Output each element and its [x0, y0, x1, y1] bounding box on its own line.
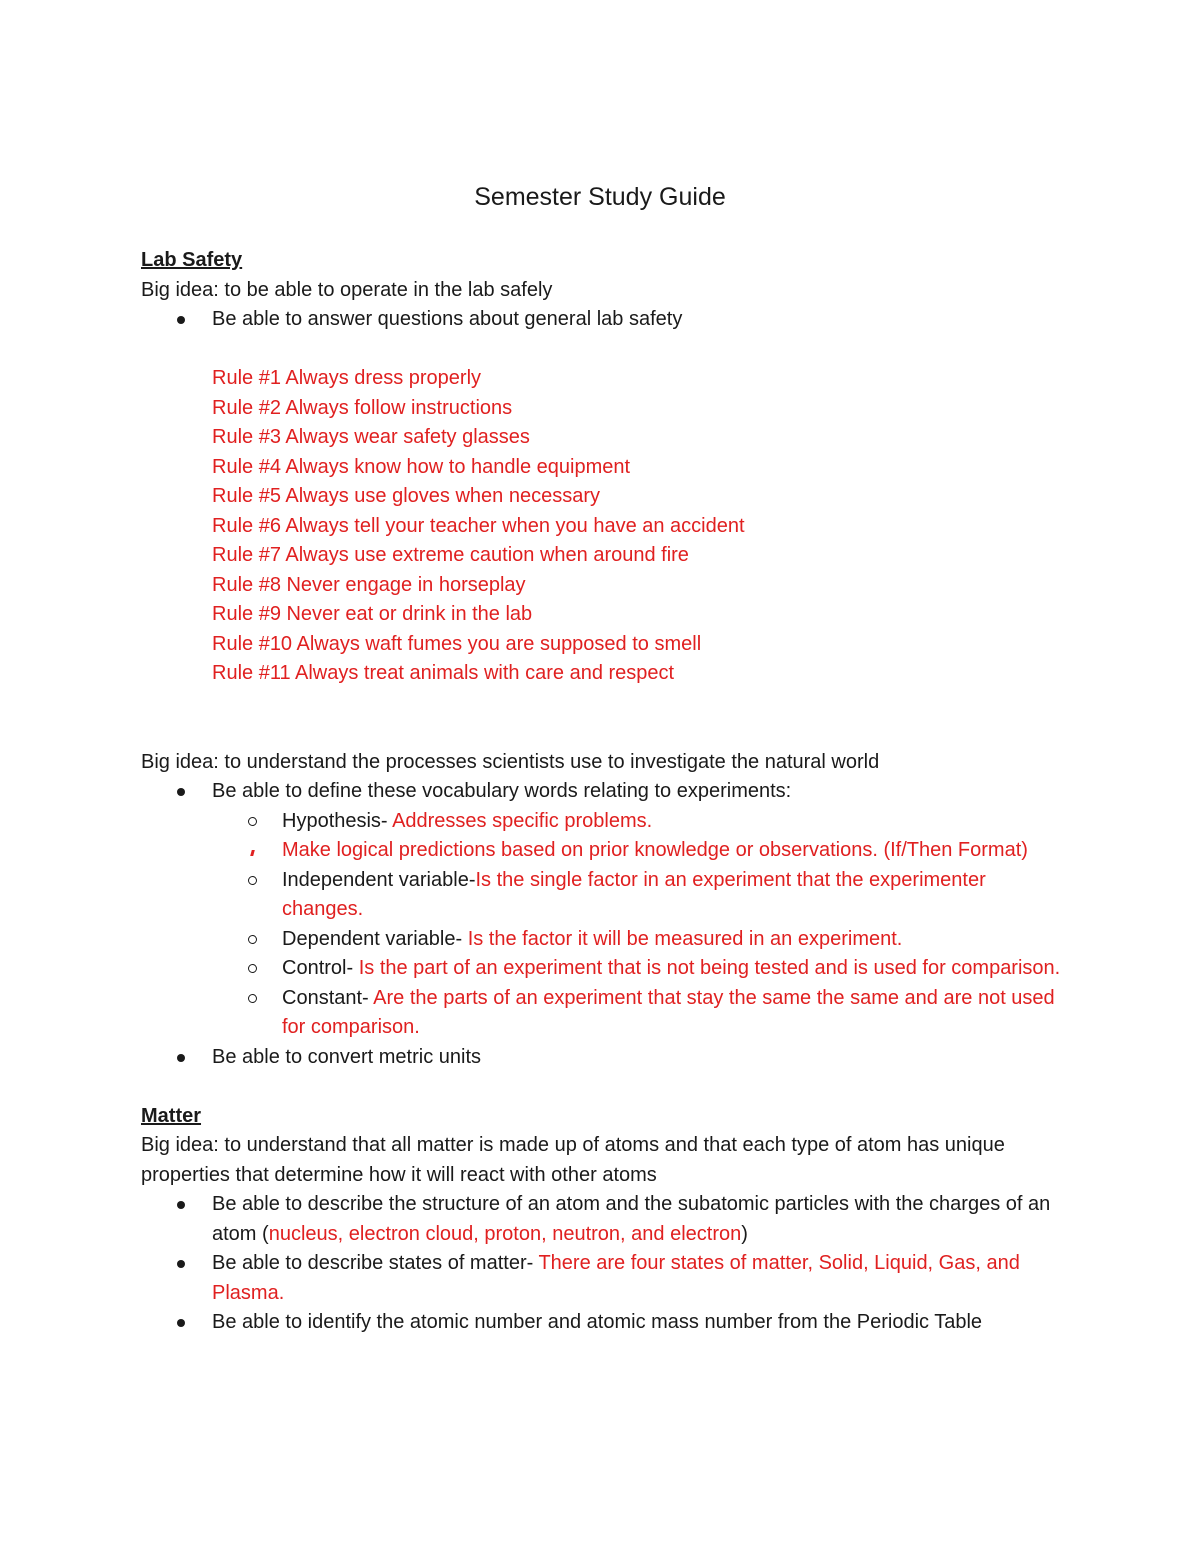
vocab-definition: Is the part of an experiment that is not being tested and is used for comparison.	[358, 957, 1061, 979]
matter-bullets	[141, 1190, 1061, 1338]
vocab-term: Hypothesis-	[282, 809, 393, 832]
bullet-general-lab-safety: Be able to answer questions about general lab safety	[212, 305, 1061, 335]
rule-item: Rule #1 Always dress properly	[212, 367, 482, 389]
vocabulary-list	[212, 807, 1061, 1043]
vocab-definition: Addresses specific problems.	[392, 809, 653, 832]
bullet-answer: nucleus, electron cloud, proton, neutron, and electron	[268, 1222, 742, 1245]
vocab-definition: Make logical predictions based on prior knowledge or observations. (If/Then Format)	[282, 839, 1028, 861]
rule-item: Rule #9 Never eat or drink in the lab	[212, 603, 533, 625]
vocab-definition: Is the single factor in an experiment that the experimenter changes.	[282, 868, 986, 920]
vocab-term: Constant-	[282, 986, 374, 1009]
rule-item: Rule #6 Always tell your teacher when you have an accident	[212, 514, 745, 537]
paren-open: (	[262, 1222, 269, 1245]
vocab-item-dependent-variable	[282, 925, 1061, 955]
rule-item: Rule #2 Always follow instructions	[212, 396, 513, 419]
vocab-term: Dependent variable-	[282, 927, 468, 950]
rule-item: Rule #5 Always use gloves when necessary	[212, 485, 600, 507]
vocab-item-independent-variable	[282, 866, 1061, 925]
vocab-item-hypothesis	[282, 807, 1061, 837]
bullet-vocabulary	[212, 777, 1061, 1043]
vocab-term: Independent variable-	[282, 868, 476, 891]
rule-item: Rule #4 Always know how to handle equipment	[212, 455, 631, 478]
document-body	[141, 246, 1061, 1338]
rule-item: Rule #7 Always use extreme caution when around fire	[212, 544, 689, 566]
process-bullets	[141, 777, 1061, 1072]
vocab-item-constant	[282, 984, 1061, 1043]
big-idea-matter: Big idea: to understand that all matter is made up of atoms and that each type of atom has unique properties that determine how it will react with other atoms	[141, 1134, 1005, 1186]
section-heading-lab-safety: Lab Safety	[141, 249, 243, 271]
paren-close: )	[741, 1222, 748, 1245]
section-heading-matter: Matter	[141, 1104, 202, 1127]
bullet-vocabulary-text: Be able to define these vocabulary words relating to experiments:	[212, 780, 792, 802]
bullet-states-of-matter	[212, 1249, 1061, 1308]
lab-safety-rules-list	[141, 364, 1061, 689]
bullet-text: Be able to describe states of matter-	[212, 1252, 539, 1274]
lab-safety-bullets	[141, 305, 1061, 335]
bullet-periodic-table	[212, 1308, 1061, 1338]
vocab-definition: Is the factor it will be measured in an experiment.	[467, 927, 903, 950]
rule-item: Rule #3 Always wear safety glasses	[212, 426, 530, 448]
vocab-term: Control-	[282, 957, 359, 979]
page-title: Semester Study Guide	[474, 183, 726, 211]
vocab-item-control	[282, 954, 1061, 984]
bullet-answer: There are four states of matter, Solid, Liquid, Gas, and Plasma.	[212, 1252, 1020, 1304]
bullet-atom-structure	[212, 1190, 1061, 1249]
rule-item: Rule #10 Always waft fumes you are supposed to smell	[212, 632, 702, 655]
vocab-definition: Are the parts of an experiment that stay the same the same and are not used for comparison.	[282, 986, 1055, 1038]
rule-item: Rule #11 Always treat animals with care and respect	[212, 662, 675, 684]
big-idea-lab-safety: Big idea: to be able to operate in the lab safely	[141, 278, 553, 301]
bullet-metric-units: Be able to convert metric units	[212, 1043, 1061, 1073]
bullet-text: Be able to describe the structure of an atom and the subatomic particles with the charges of an atom	[212, 1193, 1051, 1245]
rule-item: Rule #8 Never engage in horseplay	[212, 573, 526, 596]
bullet-text: Be able to identify the atomic number and atomic mass number from the Periodic Table	[212, 1311, 983, 1333]
vocab-item-hypothesis-extra	[282, 836, 1061, 866]
big-idea-process: Big idea: to understand the processes scientists use to investigate the natural world	[141, 750, 880, 773]
